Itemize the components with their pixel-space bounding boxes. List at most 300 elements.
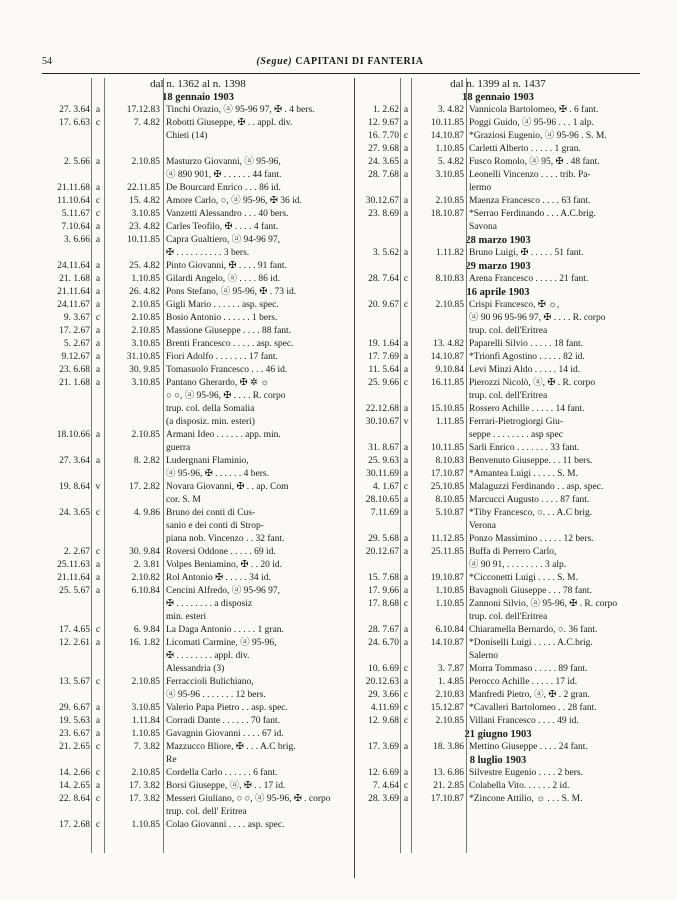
category-code: a	[403, 534, 409, 544]
seniority-date: 26. 4.82	[129, 287, 160, 297]
seniority-date: 7. 4.82	[133, 118, 160, 128]
register-row	[355, 793, 641, 806]
officer-entry: Perocco Achille . . . . . 17 id.	[469, 677, 578, 687]
date-heading: 28 marzo 1903	[465, 235, 531, 246]
register-row	[355, 689, 641, 702]
birth-date: 17. 3.69	[368, 742, 399, 752]
category-code: a	[403, 742, 409, 752]
seniority-date: 1.11.84	[131, 716, 160, 726]
birth-date: 21. 1.68	[59, 274, 90, 284]
register-row	[355, 455, 641, 468]
register-row	[355, 715, 641, 728]
birth-date: 12. 6.69	[368, 768, 399, 778]
category-code: a	[403, 508, 409, 518]
register-row	[355, 195, 641, 208]
seniority-date: 3. 4.82	[437, 105, 464, 115]
seniority-date: 14.10.87	[430, 131, 464, 141]
birth-date: 28. 7.64	[368, 274, 399, 284]
birth-date: 5.11.67	[61, 209, 90, 219]
category-code: a	[403, 170, 409, 180]
officer-entry: Brenti Francesco . . . . . asp. spec.	[166, 339, 294, 349]
officer-entry: *Doniselli Luigi . . . . . A.C.brig.	[469, 638, 593, 648]
seniority-date: 1.10.85	[131, 729, 160, 739]
right-range: dal n. 1399 al n. 1437	[450, 78, 546, 90]
officer-entry: Zannoni Silvio, ⓐ 95-96, ✠ . R. corpo	[469, 599, 618, 609]
officer-entry: Tomasuolo Francesco . . . 46 id.	[166, 365, 288, 375]
birth-date: 17. 8.68	[368, 599, 399, 609]
seniority-date: 15.10.85	[430, 404, 464, 414]
officer-entry: Capra Gualtiero, ⓐ 94-96 97,	[166, 235, 280, 245]
seniority-date: 10.11.85	[127, 235, 160, 245]
seniority-date: 2. 3.81	[133, 560, 160, 570]
date-heading: 16 aprile 1903	[466, 287, 530, 298]
seniority-date: 15.12.87	[430, 703, 464, 713]
birth-date: 10. 6.69	[368, 664, 399, 674]
register-row	[42, 273, 354, 286]
officer-entry: Gilardi Angelo, ⓐ . . . . 86 id.	[166, 274, 280, 284]
birth-date: 20.12.67	[365, 547, 399, 557]
birth-date: 25. 9.66	[368, 378, 399, 388]
officer-entry: trup. col. dell' Eritrea	[166, 807, 247, 817]
register-row	[355, 169, 641, 182]
seniority-date: 1.10.85	[131, 274, 160, 284]
seniority-date: 30. 9.85	[129, 365, 160, 375]
officer-entry: Savona	[469, 222, 497, 232]
officer-entry: trup. col. dell'Eritrea	[469, 612, 548, 622]
seniority-date: 23. 4.82	[129, 222, 160, 232]
category-code: a	[95, 339, 101, 349]
birth-date: 24.11.67	[57, 300, 90, 310]
register-row	[355, 338, 641, 351]
register-row	[355, 390, 641, 403]
birth-date: 25. 9.63	[368, 456, 399, 466]
register-row	[42, 598, 354, 611]
officer-entry: Masturzo Giovanni, ⓐ 95-96,	[166, 157, 281, 167]
officer-entry: ✠ . . . . . . . . a disposiz	[166, 599, 253, 609]
officer-entry: Fiori Adolfo . . . . . . . 17 fant.	[166, 352, 278, 362]
birth-date: 30.11.69	[366, 469, 399, 479]
officer-entry: (a disposiz. min. esteri)	[166, 417, 255, 427]
left-divider-1	[91, 78, 92, 853]
right-entries	[355, 91, 641, 806]
seniority-date: 3.10.85	[435, 170, 464, 180]
officer-entry: piana nob. Vincenzo . . 32 fant.	[166, 534, 285, 544]
category-code: c	[403, 599, 409, 609]
seniority-date: 10.11.85	[431, 443, 464, 453]
category-code: a	[95, 222, 101, 232]
seniority-date: 21. 2.85	[433, 781, 464, 791]
officer-entry: Buffa di Perrero Carlo,	[469, 547, 557, 557]
seniority-date: 17.12.83	[126, 105, 160, 115]
register-row	[42, 429, 354, 442]
seniority-date: 16.11.85	[431, 378, 464, 388]
seniority-date: 13. 4.82	[433, 339, 464, 349]
register-row	[355, 702, 641, 715]
seniority-date: 5. 4.82	[437, 157, 464, 167]
category-code: v	[95, 482, 101, 492]
birth-date: 3. 5.62	[372, 248, 399, 258]
birth-date: 12. 2.61	[59, 638, 90, 648]
category-code: c	[403, 703, 409, 713]
title-text: CAPITANI DI FANTERIA	[295, 56, 424, 67]
seniority-date: 18.10.87	[430, 209, 464, 219]
left-divider-2	[104, 78, 105, 853]
officer-entry: Licomati Carmine, ⓐ 95-96,	[166, 638, 277, 648]
category-code: a	[95, 638, 101, 648]
category-code: c	[403, 781, 409, 791]
seniority-date: 10.11.85	[431, 118, 464, 128]
officer-entry: *Zincone Attilio, ☼ . . . S. M.	[469, 794, 583, 804]
seniority-date: 2.10.85	[435, 196, 464, 206]
officer-entry: Carletti Alberto . . . . . 1 gran.	[469, 144, 581, 154]
officer-entry: ○ ○, ⓐ 95-96, ✠ . . . . R. corpo	[166, 391, 286, 401]
register-row	[42, 663, 354, 676]
category-code: c	[95, 768, 101, 778]
birth-date: 21.11.68	[57, 183, 90, 193]
officer-entry: Villani Francesco . . . . 49 id.	[469, 716, 579, 726]
seniority-date: 30. 9.84	[129, 547, 160, 557]
register-row	[42, 481, 354, 494]
seniority-date: 25.10.85	[430, 482, 464, 492]
category-code: a	[403, 365, 409, 375]
register-row	[42, 754, 354, 767]
seniority-date: 5.10.87	[435, 508, 464, 518]
category-code: c	[403, 482, 409, 492]
register-row	[355, 273, 641, 286]
seniority-date: 22.11.85	[127, 183, 160, 193]
seniority-date: 25.11.85	[431, 547, 464, 557]
category-code: a	[403, 677, 409, 687]
officer-entry: *Serrao Ferdinando . . . A.C.brig.	[469, 209, 596, 219]
title-prefix: (Segue)	[256, 56, 293, 67]
officer-entry: Robotti Giuseppe, ✠ . . appl. div.	[166, 118, 293, 128]
officer-entry: Mettino Giuseppe . . . . 24 fant.	[469, 742, 588, 752]
seniority-date: 1.10.85	[435, 599, 464, 609]
register-row	[355, 767, 641, 780]
birth-date: 23. 6.68	[59, 365, 90, 375]
category-code: a	[403, 495, 409, 505]
register-row	[355, 117, 641, 130]
officer-entry: Mazzucco Bliore, ✠ . . . A.C brig.	[166, 742, 296, 752]
birth-date: 14. 2.65	[59, 781, 90, 791]
category-code: a	[95, 781, 101, 791]
birth-date: 17. 4.65	[59, 625, 90, 635]
officer-entry: Pantano Gherardo, ✠ ✲ ☼	[166, 378, 269, 388]
seniority-date: 3.10.85	[131, 339, 160, 349]
register-row	[42, 559, 354, 572]
register-row	[355, 351, 641, 364]
birth-date: 24. 6.70	[368, 638, 399, 648]
register-row	[42, 221, 354, 234]
seniority-date: 25. 4.82	[129, 261, 160, 271]
category-code: a	[95, 352, 101, 362]
officer-entry: Bruno dei conti di Cus-	[166, 508, 256, 518]
officer-entry: ⓐ 95-96, ✠ . . . . . . 4 bers.	[166, 469, 269, 479]
birth-date: 24.11.64	[57, 261, 90, 271]
officer-entry: Ludergnani Flaminio,	[166, 456, 249, 466]
officer-entry: Vannicola Bartolomeo, ✠ . 6 fant.	[469, 105, 599, 115]
birth-date: 5. 2.67	[63, 339, 90, 349]
page-title	[42, 56, 638, 67]
category-code: a	[95, 300, 101, 310]
category-code: c	[95, 209, 101, 219]
officer-entry: ⓐ 90 91, . . . . . . . . 3 alp.	[469, 560, 567, 570]
register-row	[42, 650, 354, 663]
officer-entry: Cordella Carlo . . . . . . 6 fant.	[166, 768, 278, 778]
category-code: a	[403, 625, 409, 635]
officer-entry: lermo	[469, 183, 492, 193]
register-row	[42, 338, 354, 351]
category-code: a	[403, 352, 409, 362]
officer-entry: Amore Carlo, ○, ⓐ 95-96, ✠ 36 id.	[166, 196, 302, 206]
birth-date: 3. 6.66	[63, 235, 90, 245]
seniority-date: 15. 4.82	[129, 196, 160, 206]
seniority-date: 3.10.85	[131, 378, 160, 388]
category-code: a	[403, 469, 409, 479]
seniority-date: 17. 3.82	[129, 781, 160, 791]
seniority-date: 9.10.84	[435, 365, 464, 375]
officer-entry: Re	[166, 755, 177, 765]
seniority-date: 2.10.82	[131, 573, 160, 583]
officer-entry: *Tiby Francesco, ○. . . A.C brig.	[469, 508, 593, 518]
officer-entry: Ferraccioli Bulichiano,	[166, 677, 254, 687]
officer-entry: Alessandria (3)	[166, 664, 225, 674]
seniority-date: 2.10.85	[131, 326, 160, 336]
category-code: a	[403, 456, 409, 466]
birth-date: 30.12.67	[365, 196, 399, 206]
category-code: a	[95, 365, 101, 375]
birth-date: 11.10.64	[57, 196, 90, 206]
category-code: a	[403, 209, 409, 219]
birth-date: 19. 1.64	[368, 339, 399, 349]
birth-date: 2. 5.66	[63, 157, 90, 167]
register-row	[355, 403, 641, 416]
seniority-date: 2.10.85	[435, 300, 464, 310]
officer-entry: Massione Giuseppe . . . . 88 fant.	[166, 326, 292, 336]
register-row	[355, 624, 641, 637]
register-row	[355, 442, 641, 455]
birth-date: 20. 9.67	[368, 300, 399, 310]
date-heading: 18 gennaio 1903	[462, 92, 534, 103]
category-code: a	[95, 274, 101, 284]
officer-entry: Borsi Giuseppe, ⓐ, ✠ . . 17 id.	[166, 781, 286, 791]
officer-entry: cor. S. M	[166, 495, 201, 505]
category-code: a	[403, 196, 409, 206]
seniority-date: 1.11.82	[435, 248, 464, 258]
register-row	[355, 676, 641, 689]
seniority-date: 8.10.83	[435, 274, 464, 284]
birth-date: 21. 1.68	[59, 378, 90, 388]
category-code: a	[95, 560, 101, 570]
officer-entry: Crispi Francesco, ✠ ☼,	[469, 300, 560, 310]
birth-date: 12. 9.68	[368, 716, 399, 726]
register-row	[355, 559, 641, 572]
birth-date: 11. 5.64	[368, 365, 399, 375]
register-row	[355, 364, 641, 377]
seniority-date: 8.10.85	[435, 495, 464, 505]
seniority-date: 6. 9.84	[133, 625, 160, 635]
register-row	[42, 689, 354, 702]
seniority-date: 6.10.84	[435, 625, 464, 635]
seniority-date: 14.10.87	[430, 352, 464, 362]
birth-date: 17. 7.69	[368, 352, 399, 362]
birth-date: 7. 4.64	[372, 781, 399, 791]
register-row	[42, 403, 354, 416]
category-code: a	[95, 729, 101, 739]
birth-date: 14. 2.66	[59, 768, 90, 778]
register-row	[42, 572, 354, 585]
category-code: a	[95, 157, 101, 167]
register-row	[42, 312, 354, 325]
date-heading: 21 giugno 1903	[464, 729, 532, 740]
seniority-date: 6.10.84	[131, 586, 160, 596]
register-row	[355, 741, 641, 754]
officer-entry: Sarli Enrico . . . . . . . 33 fant.	[469, 443, 580, 453]
category-code: c	[95, 313, 101, 323]
category-code: c	[95, 742, 101, 752]
officer-entry: *Amantea Luigi . . . . . S. M.	[469, 469, 578, 479]
officer-entry: Ponzo Massimino . . . . . 12 bers.	[469, 534, 594, 544]
seniority-date: 19.10.87	[430, 573, 464, 583]
officer-entry: Poggi Guido, ⓐ 95-96 . . . 1 alp.	[469, 118, 594, 128]
officer-entry: *Graziosi Eugenio, ⓐ 95-96 . S. M.	[469, 131, 607, 141]
register-row	[42, 442, 354, 455]
officer-entry: Gigli Mario . . . . . . asp. spec.	[166, 300, 279, 310]
register-row	[355, 221, 641, 234]
birth-date: 19. 5.63	[59, 716, 90, 726]
category-code: a	[403, 144, 409, 154]
category-code: c	[403, 378, 409, 388]
register-row	[42, 494, 354, 507]
register-row	[42, 624, 354, 637]
category-code: a	[95, 105, 101, 115]
officer-entry: seppe . . . . . . . . asp spec	[469, 430, 563, 440]
category-code: v	[403, 417, 409, 427]
register-row	[42, 520, 354, 533]
officer-entry: guerra	[166, 443, 191, 453]
register-row	[42, 234, 354, 247]
register-row	[42, 247, 354, 260]
birth-date: 31. 8.67	[368, 443, 399, 453]
seniority-date: 17. 3.82	[129, 794, 160, 804]
register-row	[42, 780, 354, 793]
birth-date: 12. 9.67	[368, 118, 399, 128]
category-code: c	[95, 794, 101, 804]
category-code: c	[403, 664, 409, 674]
officer-entry: trup. col. della Somalia	[166, 404, 255, 414]
register-row	[355, 520, 641, 533]
register-row	[42, 377, 354, 390]
register-row	[42, 351, 354, 364]
seniority-date: 2.10.85	[131, 768, 160, 778]
birth-date: 17. 6.63	[59, 118, 90, 128]
officer-entry: min. esteri	[166, 612, 207, 622]
seniority-date: 17. 2.82	[129, 482, 160, 492]
officer-entry: Messeri Giuliano, ○ ○, ⓐ 95-96, ✠ . corpo	[166, 794, 331, 804]
birth-date: 28. 3.69	[368, 794, 399, 804]
category-code: a	[403, 586, 409, 596]
seniority-date: 13. 6.86	[433, 768, 464, 778]
seniority-date: 2.10.85	[131, 300, 160, 310]
register-row	[355, 637, 641, 650]
officer-entry: Arena Francesco . . . . . 21 fant.	[469, 274, 589, 284]
category-code: c	[95, 547, 101, 557]
register-table	[42, 78, 640, 878]
category-code: a	[403, 118, 409, 128]
category-code: a	[403, 105, 409, 115]
register-row	[42, 286, 354, 299]
seniority-date: 17.10.87	[430, 794, 464, 804]
seniority-date: 17.10.87	[430, 469, 464, 479]
officer-entry: Bosio Antonio . . . . . . 1 bers.	[166, 313, 278, 323]
birth-date: 2. 2.67	[63, 547, 90, 557]
officer-entry: Malaguzzi Ferdinando . . asp. spec.	[469, 482, 604, 492]
page-number: 54	[42, 56, 52, 67]
category-code: a	[95, 456, 101, 466]
register-row	[355, 507, 641, 520]
seniority-date: 31.10.85	[126, 352, 160, 362]
right-column	[354, 78, 641, 878]
category-code: a	[95, 287, 101, 297]
birth-date: 22. 8.64	[59, 794, 90, 804]
birth-date: 20.12.63	[365, 677, 399, 687]
category-code: c	[403, 274, 409, 284]
officer-entry: Novara Giovanni, ✠ . . ap. Com	[166, 482, 289, 492]
birth-date: 7.11.69	[370, 508, 399, 518]
officer-entry: Volpes Beniamino, ✠ . . 20 id.	[166, 560, 282, 570]
register-row	[42, 208, 354, 221]
date-heading: 18 gennaio 1903	[162, 92, 234, 103]
officer-entry: Maenza Francesco . . . . 63 fant.	[469, 196, 591, 206]
category-code: a	[95, 430, 101, 440]
officer-entry: Benvenuto Giuseppe. . . 11 bers.	[469, 456, 593, 466]
register-row	[355, 650, 641, 663]
category-code: c	[403, 690, 409, 700]
register-row	[42, 806, 354, 819]
register-row	[355, 468, 641, 481]
category-code: c	[95, 508, 101, 518]
left-entries	[42, 91, 354, 832]
register-row	[355, 429, 641, 442]
birth-date: 23. 6.67	[59, 729, 90, 739]
register-row	[42, 585, 354, 598]
officer-entry: ✠ . . . . . . . . appl. div.	[166, 651, 250, 661]
category-code: a	[95, 703, 101, 713]
register-row	[42, 819, 354, 832]
officer-entry: Marcucci Augusto . . . . 87 fant.	[469, 495, 590, 505]
register-row	[42, 533, 354, 546]
birth-date: 15. 7.68	[368, 573, 399, 583]
register-row	[355, 325, 641, 338]
category-code: a	[403, 443, 409, 453]
officer-entry: Armani Ideo . . . . . . app. min.	[166, 430, 281, 440]
birth-date: 16. 7.70	[368, 131, 399, 141]
birth-date: 13. 5.67	[59, 677, 90, 687]
officer-entry: Rol Antonio ✠ . . . . . 34 id.	[166, 573, 271, 583]
seniority-date: 3.10.85	[131, 209, 160, 219]
officer-entry: Leonelli Vincenzo . . . . trib. Pa-	[469, 170, 591, 180]
birth-date: 29. 5.68	[368, 534, 399, 544]
officer-entry: Levi Minzi Aldo . . . . . 14 id.	[469, 365, 581, 375]
officer-entry: De Bourcard Enrico . . . 86 id.	[166, 183, 281, 193]
seniority-date: 14.10.87	[430, 638, 464, 648]
seniority-date: 16. 1.82	[129, 638, 160, 648]
officer-entry: Rossero Achille . . . . . 14 fant.	[469, 404, 585, 414]
page-header	[42, 56, 638, 70]
register-row	[355, 572, 641, 585]
birth-date: 30.10.67	[365, 417, 399, 427]
register-row	[355, 104, 641, 117]
